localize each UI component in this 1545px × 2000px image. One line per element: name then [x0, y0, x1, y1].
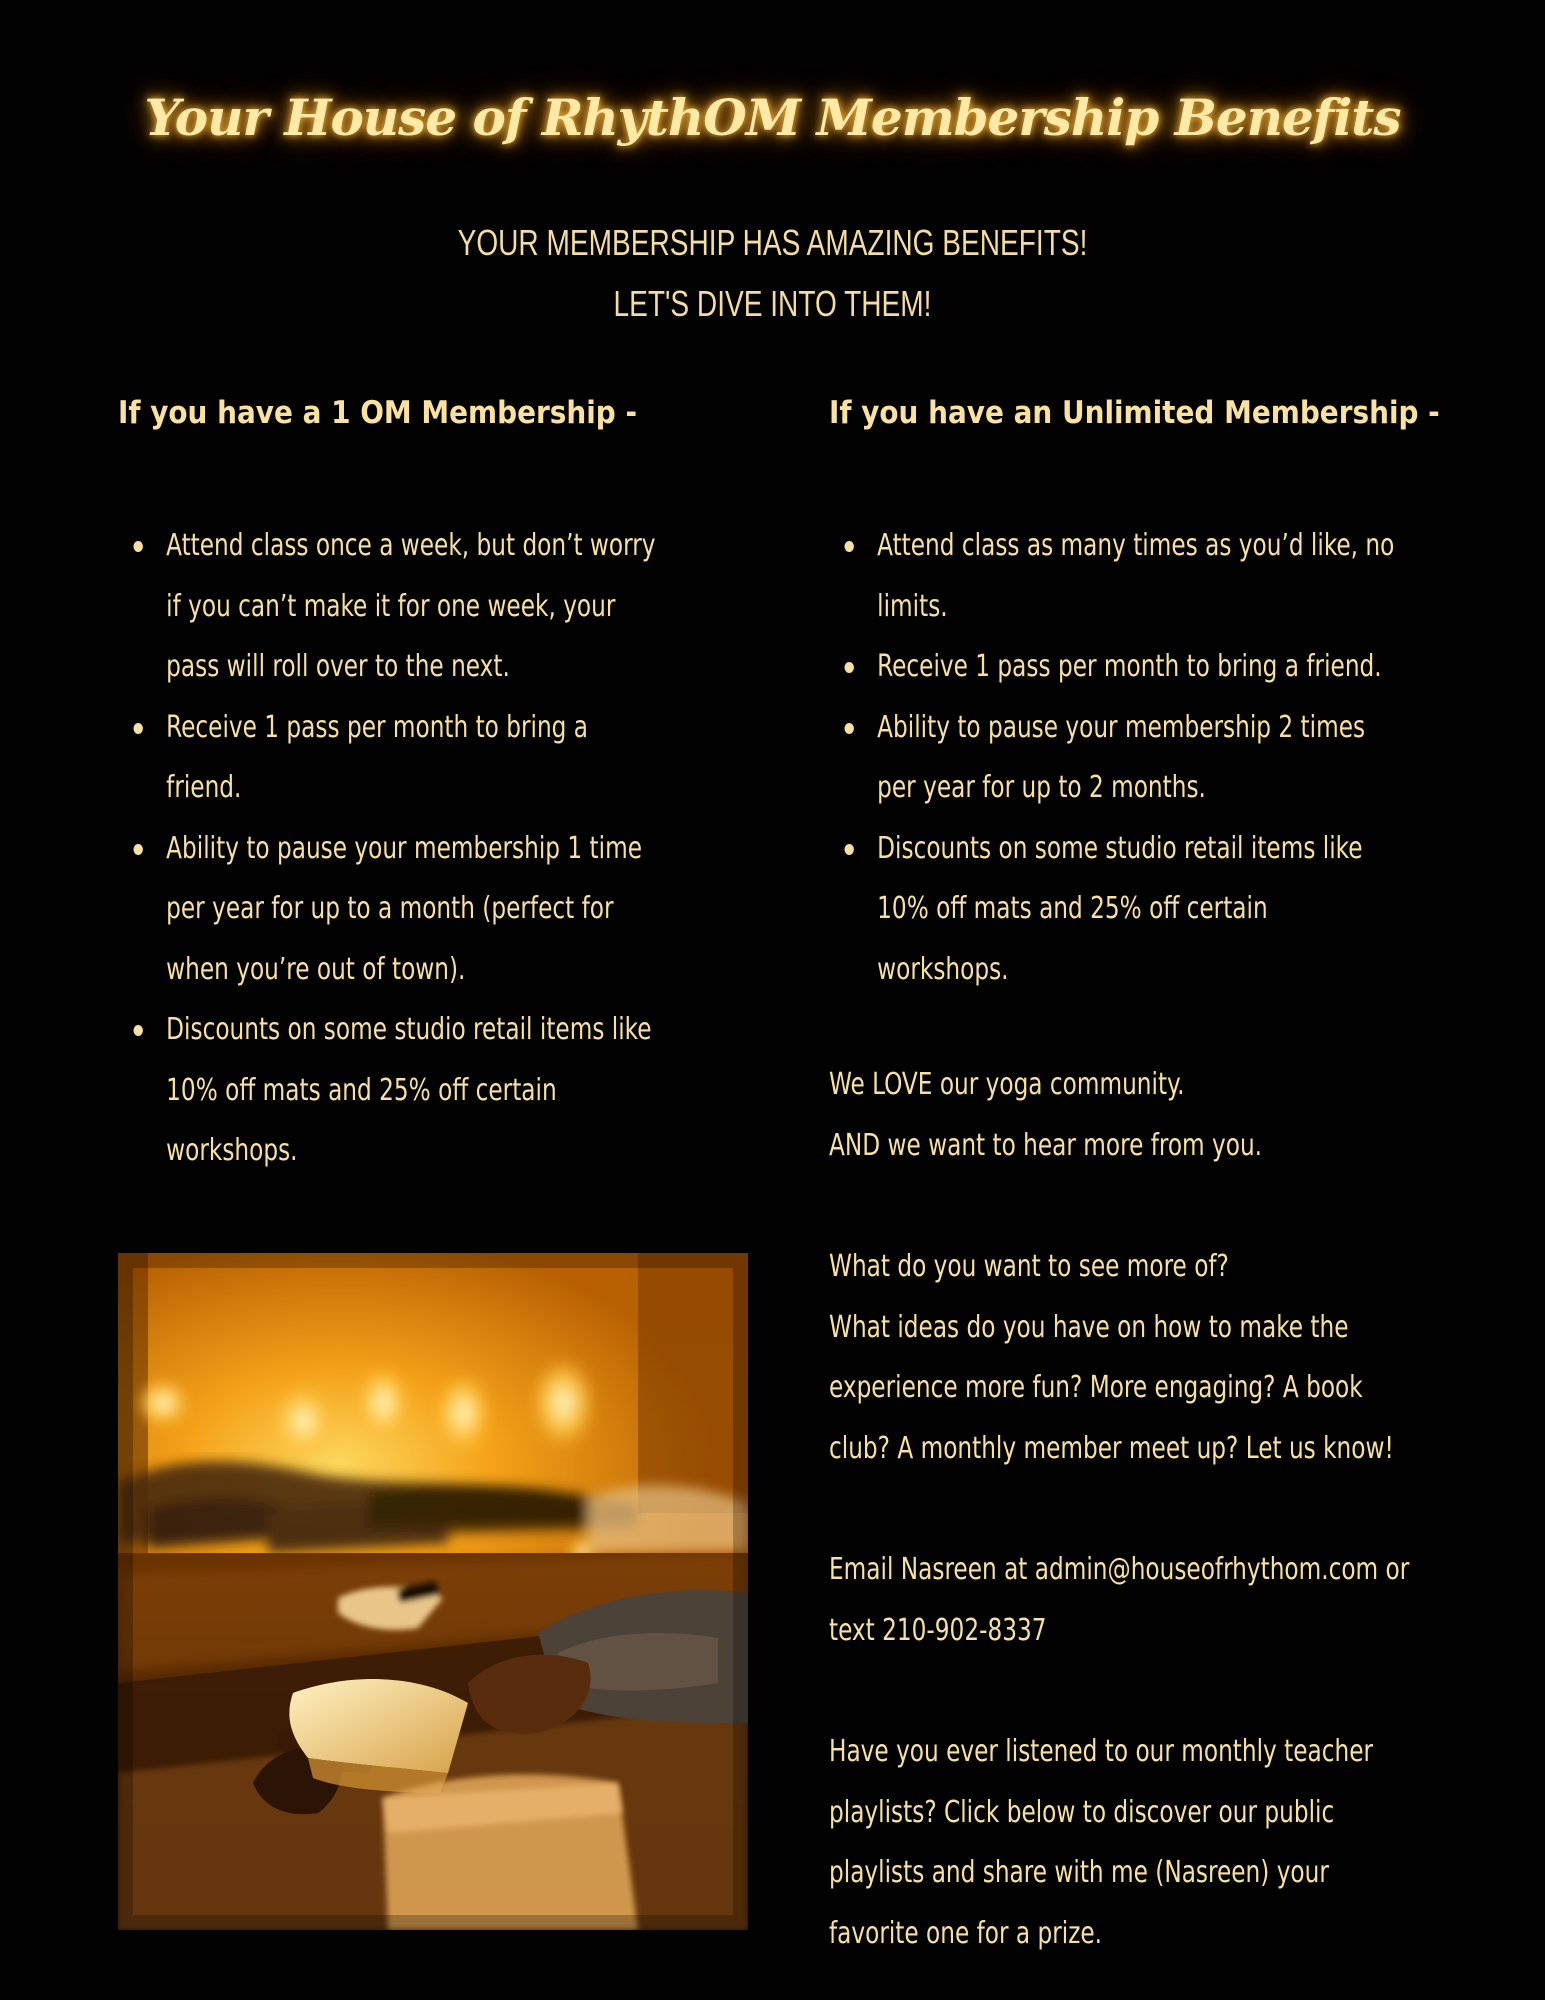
one-om-benefits-list [118, 516, 655, 1182]
list-item [829, 819, 1394, 1001]
list-item [829, 698, 1394, 819]
questions-line: What ideas do you have on how to make the [829, 1309, 1349, 1345]
list-item-line: if you can’t make it for one week, your [166, 588, 616, 624]
community-line: AND we want to hear more from you. [829, 1127, 1263, 1163]
bullet-icon [133, 1025, 142, 1036]
one-om-heading: If you have a 1 OM Membership - [118, 395, 638, 431]
list-item-line: Ability to pause your membership 1 time [166, 830, 642, 866]
list-item-line: 10% off mats and 25% off certain [166, 1072, 557, 1108]
contact-line: Email Nasreen at admin@houseofrhythom.com or [829, 1552, 1410, 1587]
list-item [118, 1000, 655, 1182]
bullet-icon [133, 541, 142, 552]
questions-line: What do you want to see more of? [829, 1249, 1229, 1284]
list-item-line: Attend class as many times as you’d like, no [877, 528, 1395, 563]
list-item-line: Receive 1 pass per month to bring a friend. [877, 649, 1382, 684]
list-item-line: 10% off mats and 25% off certain [877, 891, 1268, 926]
playlists-line: Have you ever listened to our monthly teacher [829, 1734, 1374, 1769]
bullet-icon [133, 844, 142, 855]
list-item-line: Attend class once a week, but don’t worry [166, 528, 656, 563]
community-line: We LOVE our yoga community. [829, 1067, 1185, 1102]
list-item-line: workshops. [877, 951, 1009, 987]
list-item-line: Discounts on some studio retail items like [877, 830, 1363, 866]
playlists-line: playlists and share with me (Nasreen) your [829, 1855, 1329, 1890]
one-om-membership-column [118, 395, 738, 1168]
questions-paragraph [829, 1237, 1483, 1479]
list-item-line: Receive 1 pass per month to bring a [166, 709, 589, 745]
list-item-line: friend. [166, 770, 242, 805]
yoga-class-photo-illustration [118, 1253, 748, 1930]
list-item-line: per year for up to a month (perfect for [166, 891, 614, 926]
bullet-icon [844, 541, 853, 552]
contact-line: text 210-902-8337 [829, 1612, 1047, 1648]
subtitle-line-1: YOUR MEMBERSHIP HAS AMAZING BENEFITS! [457, 222, 1088, 263]
unlimited-heading: If you have an Unlimited Membership - [829, 395, 1440, 431]
list-item-line: when you’re out of town). [166, 951, 466, 987]
bullet-icon [133, 723, 142, 734]
page-title: Your House of RhythOM Membership Benefits [144, 88, 1401, 147]
list-item-line: pass will roll over to the next. [166, 649, 510, 684]
bullet-icon [844, 662, 853, 673]
bullet-icon [844, 844, 853, 855]
community-paragraph [829, 1055, 1483, 1176]
list-item-line: Ability to pause your membership 2 times [877, 709, 1366, 745]
questions-line: experience more fun? More engaging? A book [829, 1370, 1363, 1405]
contact-paragraph [829, 1540, 1483, 1661]
playlists-paragraph [829, 1722, 1483, 1964]
unlimited-membership-column [829, 395, 1469, 987]
playlists-line: playlists? Click below to discover our public [829, 1794, 1335, 1830]
list-item [829, 637, 1394, 698]
questions-line: club? A monthly member meet up? Let us know! [829, 1430, 1394, 1466]
list-item [829, 516, 1394, 637]
playlists-line: favorite one for a prize. [829, 1915, 1103, 1951]
subtitle-line-2: LET'S DIVE INTO THEM! [613, 283, 932, 324]
list-item-line: limits. [877, 588, 948, 624]
bullet-icon [844, 723, 853, 734]
list-item [118, 819, 655, 1001]
list-item-line: Discounts on some studio retail items like [166, 1012, 652, 1047]
list-item-line: workshops. [166, 1133, 298, 1168]
yoga-class-photo [118, 1253, 748, 1930]
unlimited-benefits-list [829, 516, 1394, 1000]
list-item [118, 516, 655, 698]
list-item-line: per year for up to 2 months. [877, 770, 1206, 805]
list-item [118, 698, 655, 819]
